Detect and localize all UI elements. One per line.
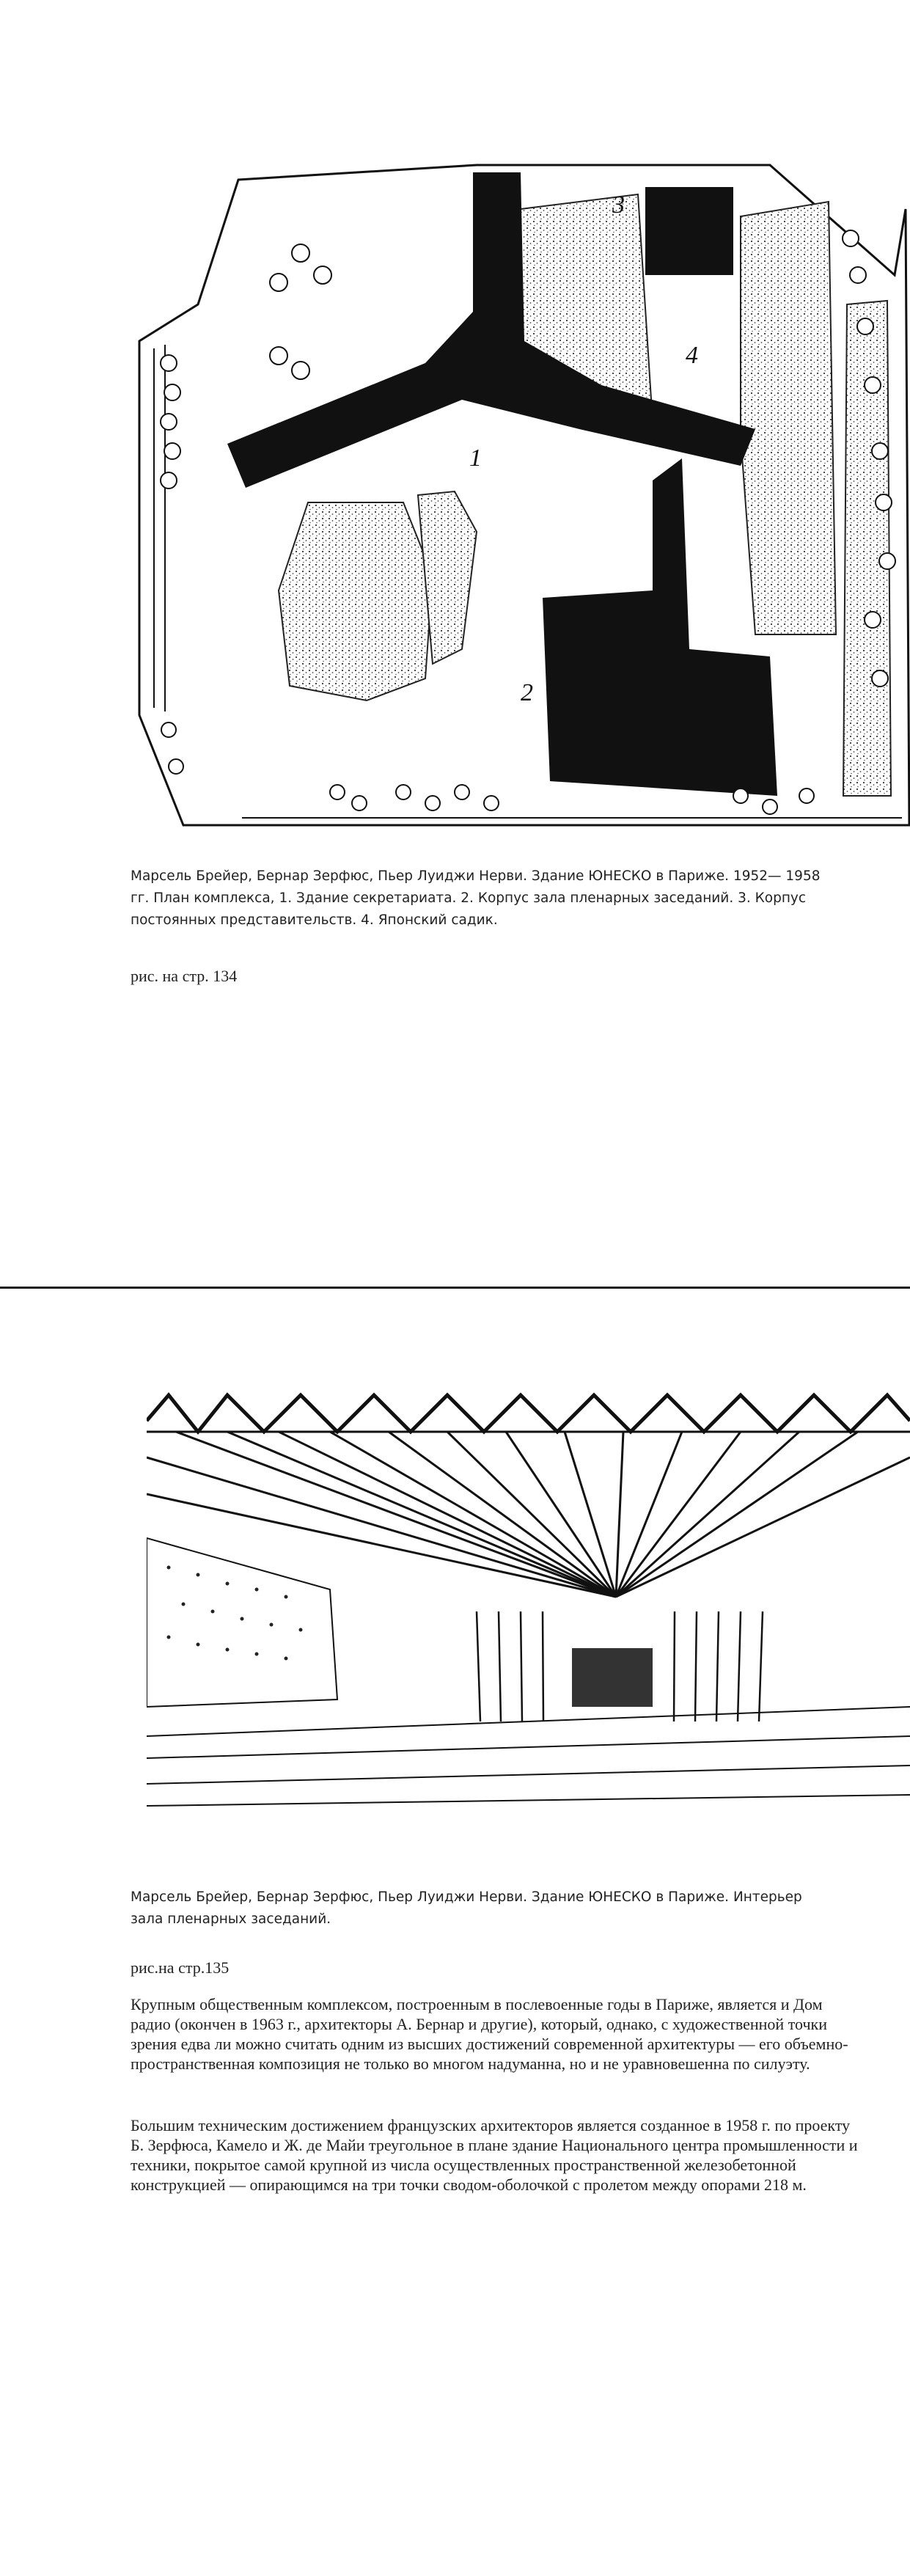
page-1 [0,0,910,1287]
site-plan-drawing [110,121,910,833]
page-reference: рис. на стр. 134 [131,967,238,985]
figure-caption: Марсель Брейер, Бернар Зерфюс, Пьер Луиджи Нерви. Здание ЮНЕСКО в Париже. 1952— 1958 гг. План комплекса, 1. Здание секретариата. 2. Корпус зала пленарных заседаний. 3. Корпус постоянных представительств. 4. Японский садик. [131,868,821,928]
page-reference: рис.на стр.135 [131,1958,230,1977]
body-paragraph-2: Большим техническим достижением французских архитекторов является созданное в 1958 г. по проекту Б. Зерфюса, Камело и Ж. де Майи треугольное в плане здание Национального центра промышленности и техники, покрытое самой крупной из числа осуществленных пространственной железобетонной конструкцией — опирающимся на три точки сводом-оболочкой с пролетом между опорами 218 м. [131,2116,858,2194]
body-paragraph-1: Крупным общественным комплексом, построенным в послевоенные годы в Париже, является и Дом радио (окончен в 1963 г., архитекторы А. Бернар и другие), который, однако, с художественной точки зрения едва ли можно считать одним из высших достижений современной архитектуры — его объемно-пространственная композиция не только во многом надуманна, но и не уравновешенна по силуэту. [131,1995,848,2073]
figure-caption: Марсель Брейер, Бернар Зерфюс, Пьер Луиджи Нерви. Здание ЮНЕСКО в Париже. Интерьер зала пленарных заседаний. [131,1889,802,1927]
page-2 [0,1289,910,2576]
plan-label-4: 4 [686,342,698,369]
plan-label-1: 1 [469,444,482,472]
plan-label-2: 2 [521,679,533,706]
plenary-hall-interior-drawing [147,1391,910,1810]
roof-zigzag [147,1395,910,1432]
delegations-building [645,187,733,275]
plan-label-3: 3 [612,191,625,219]
plenary-hall-building [543,458,777,796]
